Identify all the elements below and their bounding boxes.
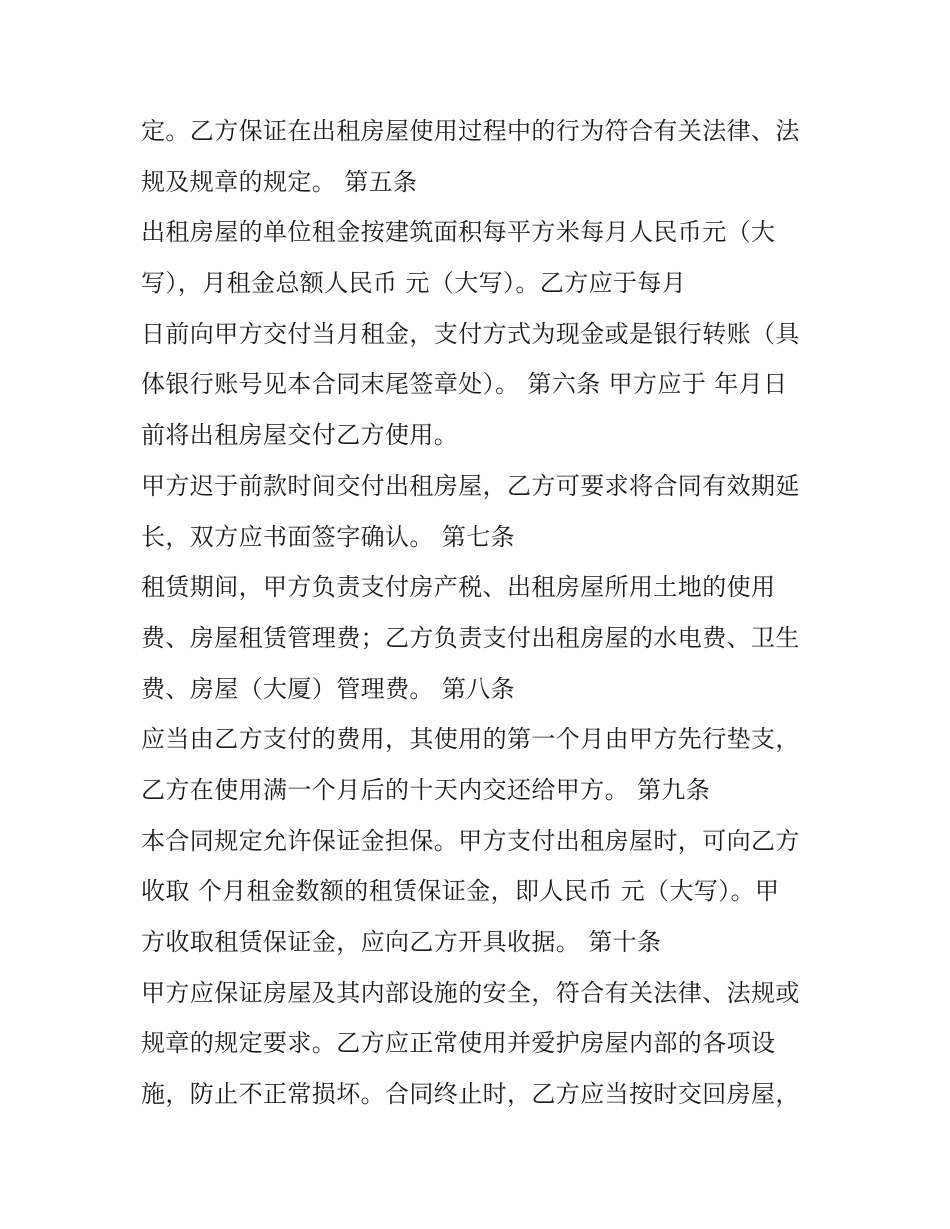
text-line: 日前向甲方交付当月租金，支付方式为现金或是银行转账（具: [141, 319, 800, 348]
text-line: 本合同规定允许保证金担保。甲方支付出租房屋时，可向乙方: [141, 826, 800, 855]
text-line: 写），月租金总额人民币 元（大写）。乙方应于每月: [141, 269, 687, 298]
text-line: 体银行账号见本合同末尾签章处）。 第六条 甲方应于 年月日: [141, 370, 788, 399]
text-line: 应当由乙方支付的费用，其使用的第一个月由甲方先行垫支，: [141, 725, 800, 754]
text-line: 出租房屋的单位租金按建筑面积每平方米每月人民币元（大: [141, 218, 776, 247]
text-line: 收取 个月租金数额的租赁保证金，即人民币 元（大写）。甲: [141, 877, 780, 906]
text-line: 规章的规定要求。乙方应正常使用并爱护房屋内部的各项设: [141, 1029, 776, 1058]
text-line: 前将出租房屋交付乙方使用。: [141, 421, 459, 450]
text-line: 长，双方应书面签字确认。 第七条: [141, 522, 516, 551]
contract-text: [141, 106, 821, 1120]
text-line: 施，防止不正常损坏。合同终止时，乙方应当按时交回房屋，: [141, 1080, 800, 1109]
text-line: 甲方迟于前款时间交付出租房屋，乙方可要求将合同有效期延: [141, 471, 800, 500]
text-line: 方收取租赁保证金，应向乙方开具收据。 第十条: [141, 928, 662, 956]
text-line: 费、房屋（大厦）管理费。 第八条: [141, 674, 516, 703]
text-line: 费、房屋租赁管理费；乙方负责支付出租房屋的水电费、卫生: [141, 623, 800, 652]
text-line: 甲方应保证房屋及其内部设施的安全，符合有关法律、法规或: [141, 978, 800, 1007]
text-line: 规及规章的规定。 第五条: [141, 167, 418, 196]
text-line: 租赁期间，甲方负责支付房产税、出租房屋所用土地的使用: [141, 573, 776, 602]
text-line: 乙方在使用满一个月后的十天内交还给甲方。 第九条: [141, 775, 711, 804]
text-line: 定。乙方保证在出租房屋使用过程中的行为符合有关法律、法: [141, 117, 800, 145]
